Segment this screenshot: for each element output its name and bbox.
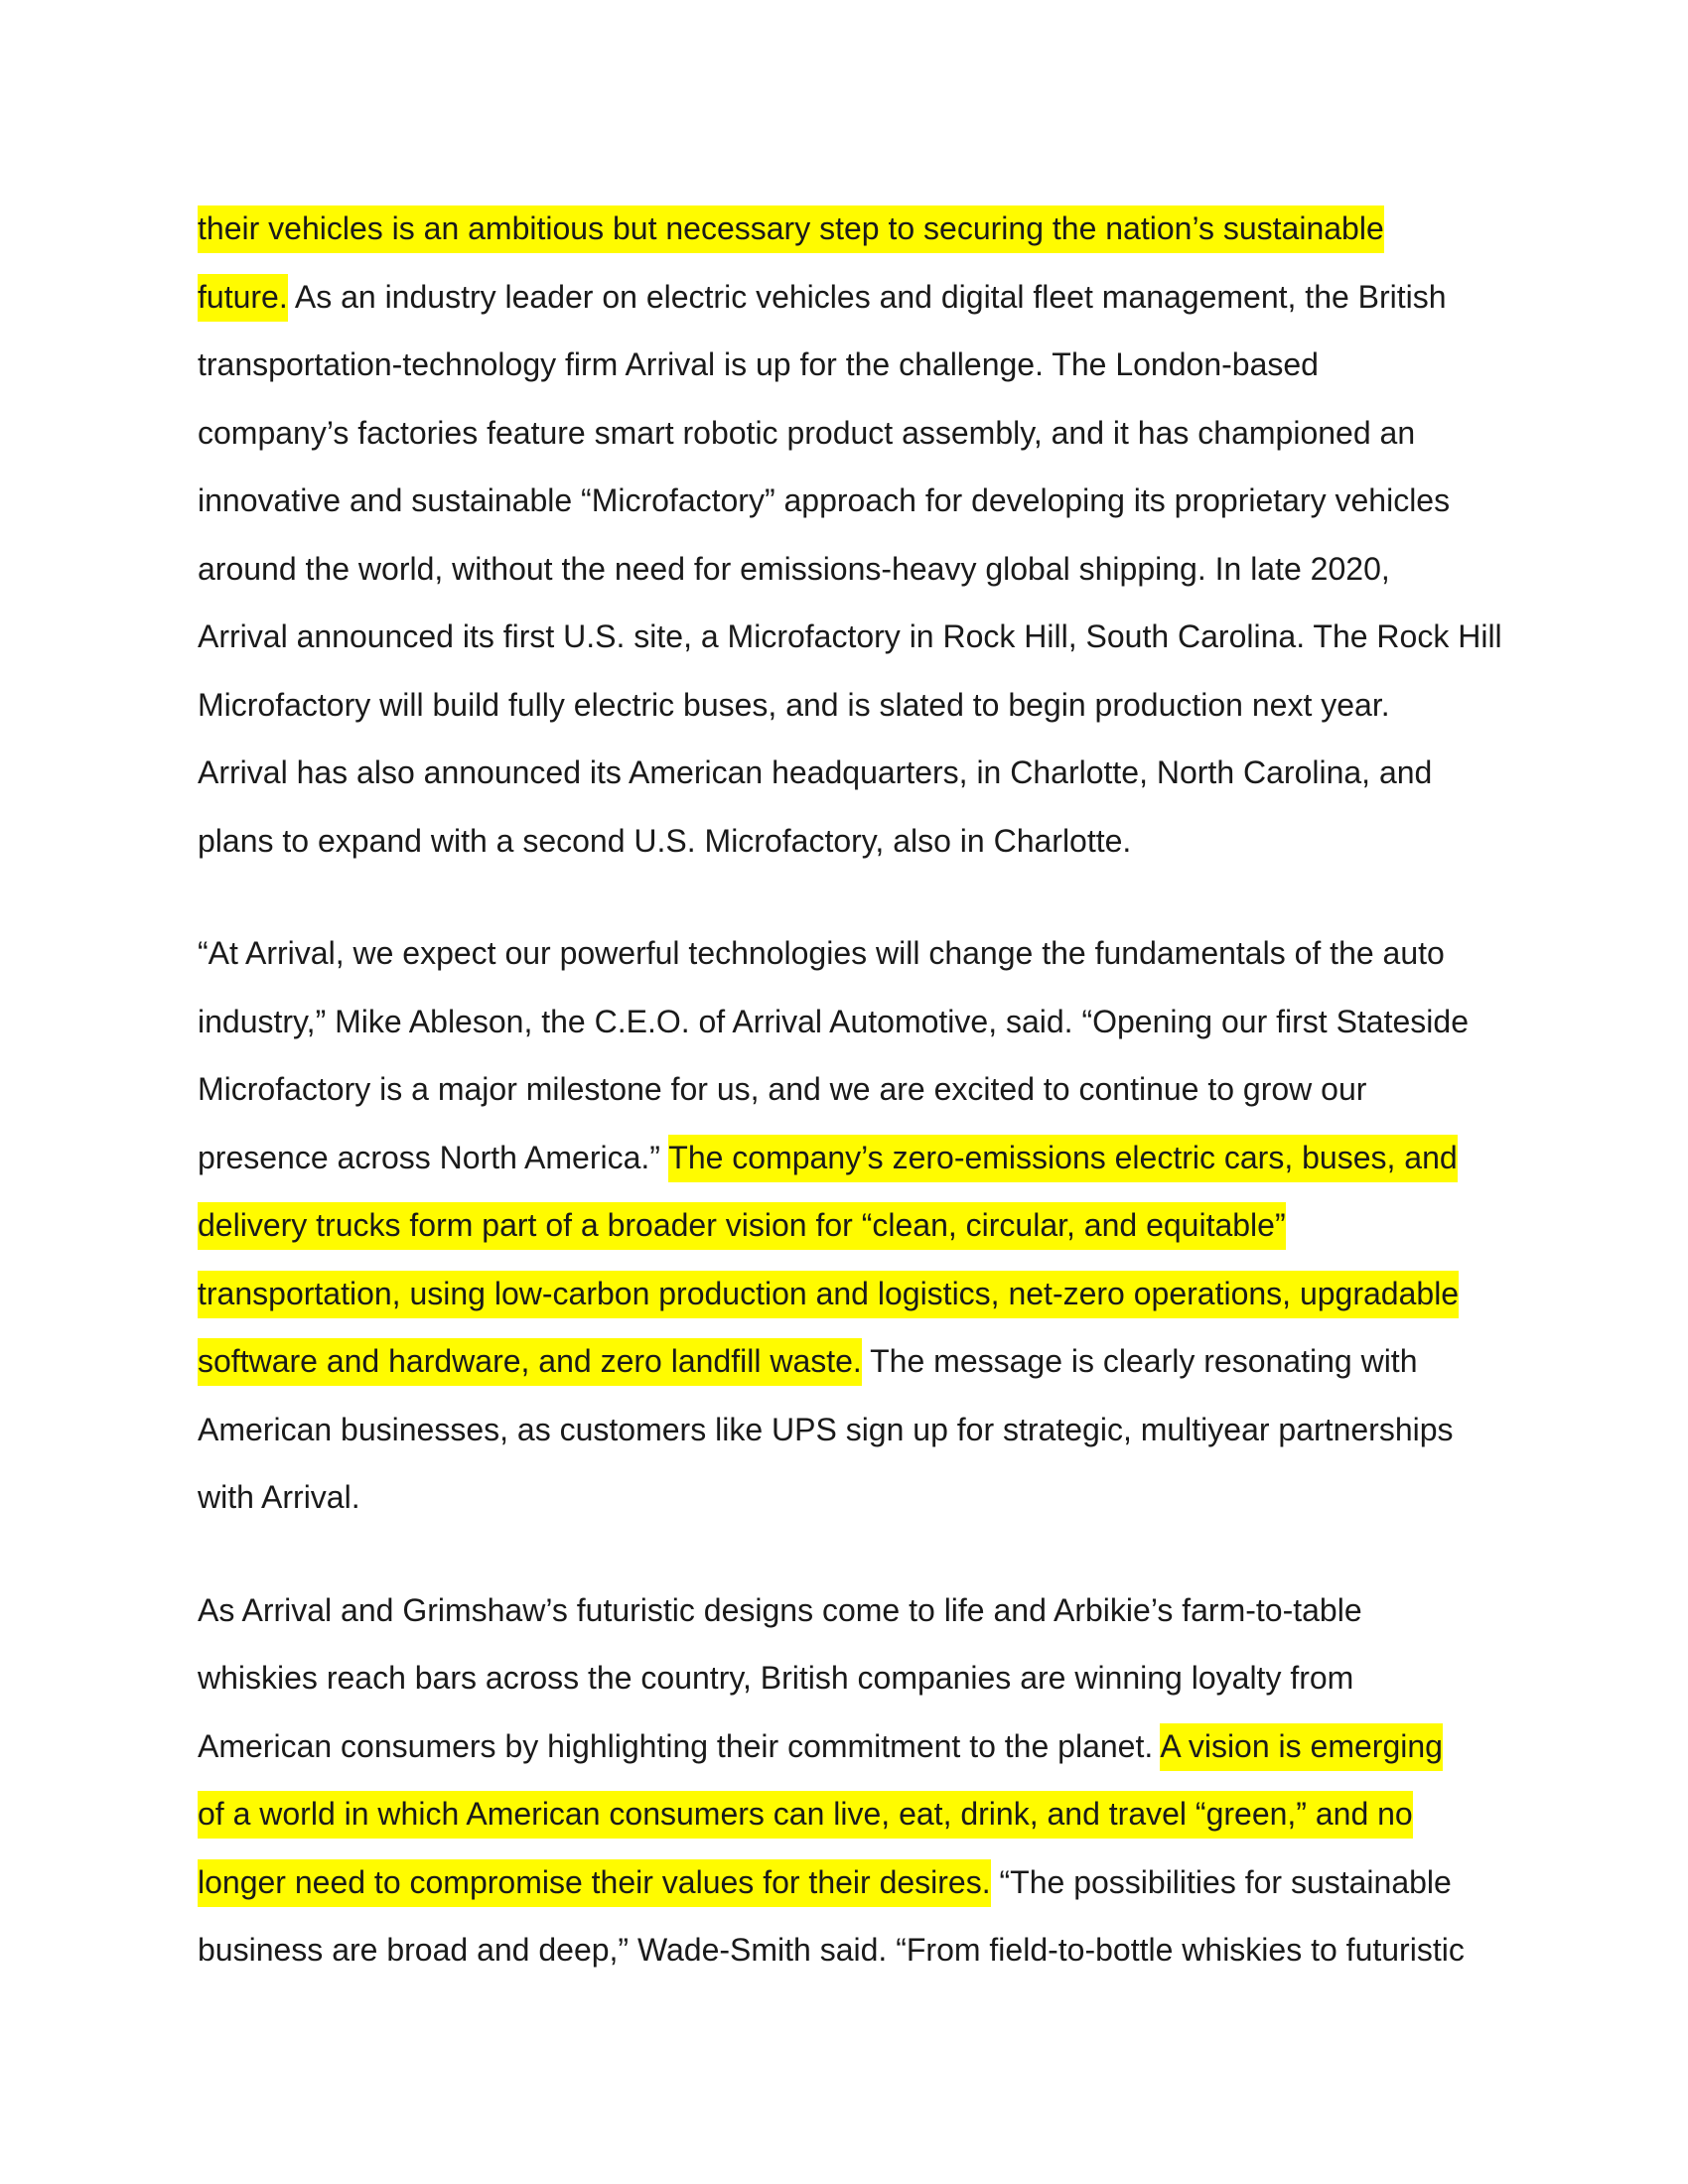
text-line: [198, 1055, 1608, 1124]
paragraph: [198, 195, 1608, 875]
text-line: [198, 671, 1608, 740]
text-line: [198, 603, 1608, 671]
body-text: American consumers by highlighting their commitment to the planet.: [198, 1727, 1161, 1764]
text-line: [198, 1712, 1608, 1781]
body-text: with Arrival.: [198, 1479, 360, 1515]
highlighted-text: longer need to compromise their values for their desires.: [198, 1859, 991, 1907]
paragraph: [198, 1576, 1608, 1984]
document-body: [198, 195, 1608, 1984]
text-line: [198, 1396, 1608, 1464]
body-text: industry,” Mike Ableson, the C.E.O. of Arrival Automotive, said. “Opening our first Stateside: [198, 1003, 1469, 1039]
text-line: [198, 467, 1608, 535]
body-text: Microfactory will build fully electric buses, and is slated to begin production next year.: [198, 686, 1390, 723]
body-text: “At Arrival, we expect our powerful technologies will change the fundamentals of the auto: [198, 935, 1445, 971]
paragraph: [198, 919, 1608, 1532]
text-line: [198, 1463, 1608, 1532]
highlighted-text: The company’s zero-emissions electric cars, buses, and: [668, 1135, 1457, 1182]
text-line: [198, 195, 1608, 263]
body-text: whiskies reach bars across the country, British companies are winning loyalty from: [198, 1660, 1354, 1696]
text-line: [198, 1644, 1608, 1712]
highlighted-text: their vehicles is an ambitious but necessary step to securing the nation’s sustainable: [198, 205, 1384, 253]
body-text: As Arrival and Grimshaw’s futuristic designs come to life and Arbikie’s farm-to-table: [198, 1591, 1362, 1628]
text-line: [198, 399, 1608, 468]
text-line: [198, 1780, 1608, 1848]
body-text: Arrival has also announced its American headquarters, in Charlotte, North Carolina, and: [198, 754, 1433, 790]
body-text: company’s factories feature smart robotic product assembly, and it has championed an: [198, 414, 1416, 451]
body-text: business are broad and deep,” Wade-Smith said. “From field-to-bottle whiskies to futuristic: [198, 1932, 1465, 1968]
body-text: transportation-technology firm Arrival is up for the challenge. The London-based: [198, 346, 1319, 382]
highlighted-text: software and hardware, and zero landfill waste.: [198, 1338, 862, 1386]
text-line: [198, 263, 1608, 332]
body-text: As an industry leader on electric vehicles and digital fleet management, the British: [287, 278, 1447, 315]
text-line: [198, 1191, 1608, 1260]
body-text: presence across North America.”: [198, 1139, 669, 1175]
highlighted-text: transportation, using low-carbon production and logistics, net-zero operations, upgradable: [198, 1271, 1459, 1318]
body-text: Microfactory is a major milestone for us, and we are excited to continue to grow our: [198, 1071, 1367, 1107]
body-text: “The possibilities for sustainable: [990, 1863, 1452, 1900]
highlighted-text: delivery trucks form part of a broader vision for “clean, circular, and equitable”: [198, 1202, 1286, 1250]
text-line: [198, 1260, 1608, 1328]
text-line: [198, 1576, 1608, 1645]
text-line: [198, 739, 1608, 807]
highlighted-text: future.: [198, 274, 288, 322]
body-text: around the world, without the need for emissions-heavy global shipping. In late 2020,: [198, 550, 1390, 587]
body-text: Arrival announced its first U.S. site, a Microfactory in Rock Hill, South Carolina. The Rock Hill: [198, 618, 1502, 654]
body-text: innovative and sustainable “Microfactory” approach for developing its proprietary vehicles: [198, 482, 1451, 518]
text-line: [198, 807, 1608, 876]
highlighted-text: A vision is emerging: [1160, 1723, 1443, 1771]
text-line: [198, 988, 1608, 1056]
text-line: [198, 1327, 1608, 1396]
text-line: [198, 1124, 1608, 1192]
body-text: American businesses, as customers like UPS sign up for strategic, multiyear partnerships: [198, 1411, 1454, 1447]
body-text: plans to expand with a second U.S. Microfactory, also in Charlotte.: [198, 822, 1132, 859]
highlighted-text: of a world in which American consumers can live, eat, drink, and travel “green,” and no: [198, 1791, 1413, 1839]
text-line: [198, 919, 1608, 988]
text-line: [198, 1848, 1608, 1917]
body-text: The message is clearly resonating with: [861, 1343, 1418, 1379]
text-line: [198, 331, 1608, 399]
text-line: [198, 1916, 1608, 1984]
text-line: [198, 535, 1608, 604]
